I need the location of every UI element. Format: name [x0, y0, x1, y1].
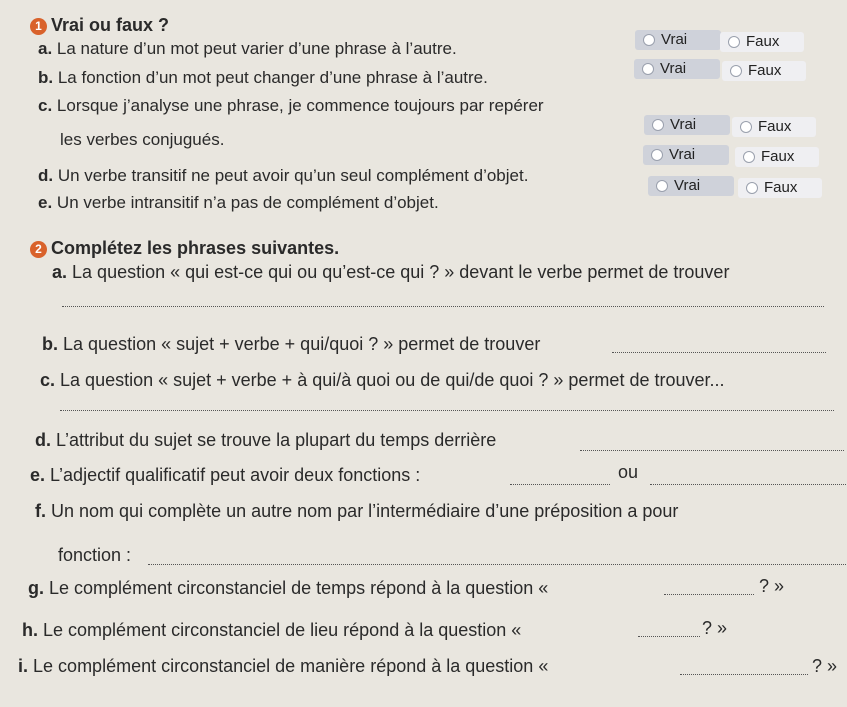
- answer-line-e1[interactable]: [510, 484, 610, 485]
- option-e-vrai[interactable]: Vrai: [648, 176, 734, 196]
- answer-line-f[interactable]: [148, 564, 846, 565]
- statement-c-line2: les verbes conjugués.: [60, 130, 225, 149]
- item-h: h. Le complément circonstanciel de lieu répond à la question «: [22, 620, 522, 640]
- section2-heading: [30, 238, 339, 259]
- section1-number: 1: [30, 18, 47, 35]
- radio-icon: [728, 36, 740, 48]
- option-b-vrai[interactable]: Vrai: [634, 59, 720, 79]
- item-h-end: ? »: [702, 618, 728, 638]
- option-a-vrai[interactable]: Vrai: [635, 30, 721, 50]
- radio-icon: [730, 65, 742, 77]
- statement-c: c. Lorsque j’analyse une phrase, je commence toujours par repérer: [38, 96, 544, 115]
- item-g-end: ? »: [759, 576, 785, 596]
- radio-icon: [642, 63, 654, 75]
- item-e: e. L’adjectif qualificatif peut avoir deux fonctions :: [30, 465, 421, 485]
- radio-icon: [652, 119, 664, 131]
- option-b-faux[interactable]: Faux: [722, 61, 806, 81]
- option-c-vrai[interactable]: Vrai: [644, 115, 730, 135]
- answer-line-i[interactable]: [680, 674, 808, 675]
- item-c: c. La question « sujet + verbe + à qui/à quoi ou de qui/de quoi ? » permet de trouver...: [40, 370, 725, 390]
- answer-line-b[interactable]: [612, 352, 826, 353]
- item-g: g. Le complément circonstanciel de temps répond à la question «: [28, 578, 549, 598]
- item-d: d. L’attribut du sujet se trouve la plupart du temps derrière: [35, 430, 497, 450]
- option-c-faux[interactable]: Faux: [732, 117, 816, 137]
- item-a: a. La question « qui est-ce qui ou qu’est-ce qui ? » devant le verbe permet de trouver: [52, 262, 730, 282]
- section1-title: Vrai ou faux ?: [51, 15, 170, 35]
- item-b: b. La question « sujet + verbe + qui/quoi ? » permet de trouver: [42, 334, 541, 354]
- answer-line-a[interactable]: [62, 306, 824, 307]
- statement-d: d. Un verbe transitif ne peut avoir qu’un seul complément d’objet.: [38, 166, 529, 185]
- option-e-faux[interactable]: Faux: [738, 178, 822, 198]
- answer-line-e2[interactable]: [650, 484, 846, 485]
- radio-icon: [643, 34, 655, 46]
- item-i: i. Le complément circonstanciel de manière répond à la question «: [18, 656, 549, 676]
- option-a-faux[interactable]: Faux: [720, 32, 804, 52]
- answer-line-h[interactable]: [638, 636, 700, 637]
- item-e-or: ou: [618, 462, 639, 482]
- section2-title: Complétez les phrases suivantes.: [51, 238, 340, 258]
- item-f-line2: fonction :: [58, 545, 132, 565]
- answer-line-g[interactable]: [664, 594, 754, 595]
- radio-icon: [746, 182, 758, 194]
- answer-line-d[interactable]: [580, 450, 844, 451]
- radio-icon: [740, 121, 752, 133]
- radio-icon: [651, 149, 663, 161]
- radio-icon: [743, 151, 755, 163]
- answer-line-c[interactable]: [60, 410, 834, 411]
- section2-number: 2: [30, 241, 47, 258]
- section1-heading: [30, 15, 169, 36]
- statement-b: b. La fonction d’un mot peut changer d’une phrase à l’autre.: [38, 68, 488, 87]
- radio-icon: [656, 180, 668, 192]
- statement-a: a. La nature d’un mot peut varier d’une phrase à l’autre.: [38, 39, 457, 58]
- statement-e: e. Un verbe intransitif n’a pas de complément d’objet.: [38, 193, 439, 212]
- item-i-end: ? »: [812, 656, 838, 676]
- option-d-faux[interactable]: Faux: [735, 147, 819, 167]
- item-f: f. Un nom qui complète un autre nom par l’intermédiaire d’une préposition a pour: [35, 501, 679, 521]
- option-d-vrai[interactable]: Vrai: [643, 145, 729, 165]
